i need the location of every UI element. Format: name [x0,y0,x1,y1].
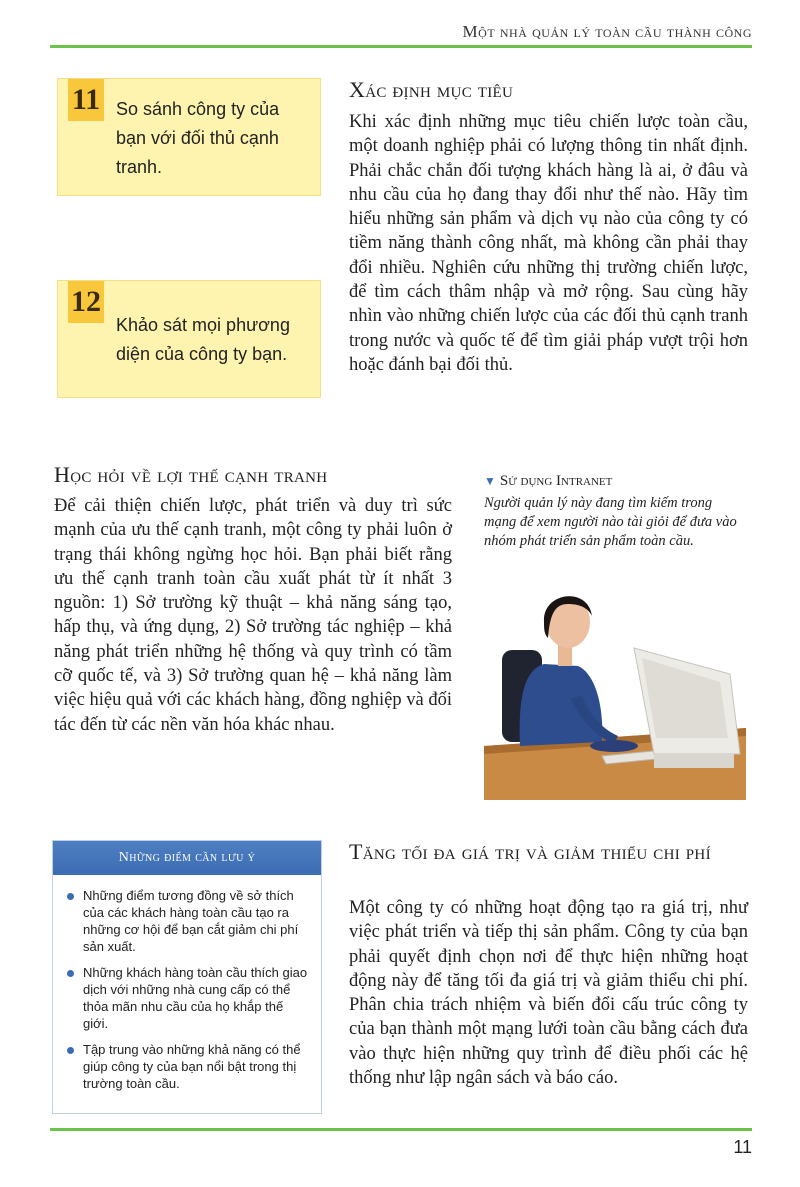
tip-number: 11 [68,79,104,121]
tip-text: So sánh công ty của bạn với đối thủ cạnh tranh. [116,99,280,177]
top-rule [50,45,752,48]
list-item: Tập trung vào những khả năng có thể giúp công ty của bạn nổi bật trong thị trường toàn cầu. [67,1041,309,1092]
bottom-rule [50,1128,752,1131]
notes-list [53,875,321,1092]
bullet-icon [67,893,74,900]
list-item: Những điểm tương đồng về sở thích của các khách hàng toàn cầu tạo ra những cơ hội để bạn cắt giảm chi phí sản xuất. [67,887,309,955]
notes-box [52,840,322,1114]
running-header: Một nhà quản lý toàn cầu thành công [462,22,752,41]
section-heading-maximize: Tăng tối đa giá trị và giảm thiểu chi phí [349,839,711,864]
photo-caption [484,473,746,551]
notes-title: Những điểm cần lưu ý [53,841,321,875]
photo-woman-at-computer [484,578,746,800]
triangle-down-icon: ▼ [484,474,496,488]
tip-box-12 [57,280,321,398]
section-body-goal: Khi xác định những mục tiêu chiến lược toàn cầu, một doanh nghiệp phải có lượng thông tin nhất định. Phải chắc chắn đối tượng khách hàng là ai, ở đâu và nhu cầu của họ đang thay đổi như thế nào. Hãy tìm hiểu những sản phẩm và dịch vụ nào của công ty có tiềm năng thành công nhất, mà không cần phải thay đổi nhiều. Nghiên cứu những thị trường chiến lược, để tìm cách thâm nhập và mở rộng. Sau cùng hãy nhìn vào những chiến lược của các đối thủ cạnh tranh trong nước và quốc tế để tìm giải pháp vượt trội hơn hoặc đánh bại đối thủ. [349,112,748,375]
tip-number: 12 [68,281,104,323]
tip-box-11 [57,78,321,196]
list-item: Những khách hàng toàn cầu thích giao dịch với những nhà cung cấp có thể thỏa mãn nhu cầu của họ khắp thế giới. [67,964,309,1032]
page-number: 11 [733,1137,752,1157]
bullet-icon [67,1047,74,1054]
caption-body: Người quản lý này đang tìm kiếm trong mạng để xem người nào tài giỏi để đưa vào nhóm phát triển sản phẩm toàn cầu. [484,495,737,549]
section-body-maximize: Một công ty có những hoạt động tạo ra giá trị, như việc phát triển và tiếp thị sản phẩm. Công ty của bạn phải quyết định chọn nơi để thực hiện những hoạt động này để tăng tối đa giá trị và giảm thiểu chi phí. Phân chia trách nhiệm và biến đổi cấu trúc công ty của bạn thành một mạng lưới toàn cầu bằng cách đưa vào thực hiện những quy trình để điều phối các hệ thống như lập ngân sách và báo cáo. [349,898,748,1089]
section-body-learn: Để cải thiện chiến lược, phát triển và duy trì sức mạnh của ưu thế cạnh tranh, một công ty phải luôn ở trạng thái không ngừng học hỏi. Bạn phải biết rằng ưu thế cạnh tranh toàn cầu xuất phát từ ít nhất 3 nguồn: 1) Sở trường kỹ thuật – khả năng sáng tạo, hấp thụ, và ứng dụng, 2) Sở trường tác nghiệp – khả năng phát triển những hệ thống và quy trình có tầm cỡ quốc tế, và 3) Sở trường quan hệ – khả năng làm việc hiệu quả với các khách hàng, đồng nghiệp và đối tác đến từ các nền văn hóa khác nhau. [54,496,452,735]
section-heading-learn: Học hỏi về lợi thế cạnh tranh [54,462,328,487]
caption-title: Sử dụng Intranet [499,473,613,489]
tip-text: Khảo sát mọi phương diện của công ty bạn. [116,315,290,364]
section-heading-goal: Xác định mục tiêu [349,77,514,102]
bullet-icon [67,970,74,977]
